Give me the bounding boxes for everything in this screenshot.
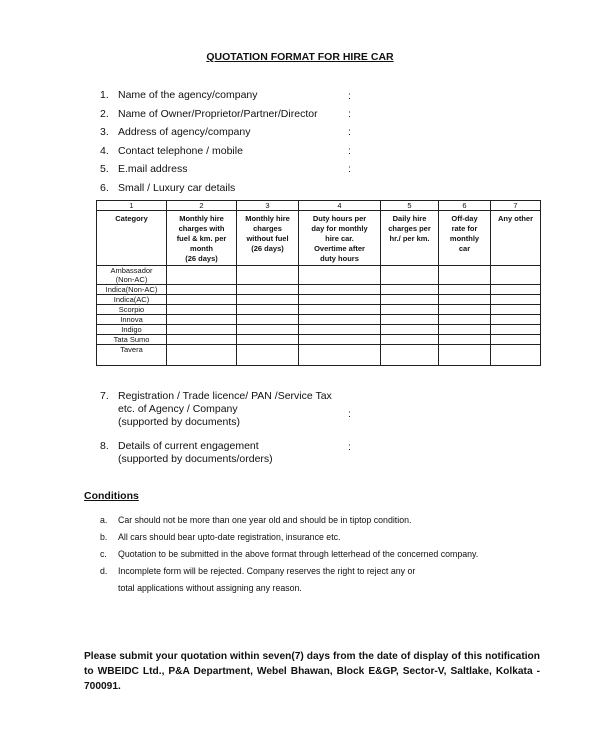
item-colon: : xyxy=(348,145,351,157)
header-monthly-without-fuel xyxy=(237,211,299,266)
blank-cell xyxy=(491,315,541,325)
blank-cell xyxy=(381,315,439,325)
blank-cell xyxy=(439,305,491,315)
blank-cell xyxy=(299,335,381,345)
category-cell: Tata Sumo xyxy=(97,335,167,345)
blank-cell xyxy=(237,305,299,315)
column-number: 6 xyxy=(439,201,491,211)
blank-cell xyxy=(439,266,491,285)
category-cell: Scorpio xyxy=(97,305,167,315)
item-text xyxy=(118,390,332,429)
header-duty-hours xyxy=(299,211,381,266)
item-current-engagement xyxy=(100,440,340,468)
blank-cell xyxy=(237,266,299,285)
blank-cell xyxy=(237,325,299,335)
condition-text: Incomplete form will be rejected. Company reserves the right to reject any or xyxy=(118,566,416,576)
condition-item xyxy=(100,532,520,544)
blank-cell xyxy=(491,295,541,305)
header-line: Any other xyxy=(497,214,533,223)
item-number: 1. xyxy=(100,89,109,101)
blank-cell xyxy=(167,305,237,315)
header-daily-hire xyxy=(381,211,439,266)
item-line: (supported by documents) xyxy=(118,416,240,428)
blank-cell xyxy=(299,315,381,325)
header-line: rate for xyxy=(451,224,478,233)
conditions-heading: Conditions xyxy=(84,490,139,502)
header-line: (26 days) xyxy=(251,244,284,253)
item-label: Contact telephone / mobile xyxy=(118,145,243,157)
blank-cell xyxy=(299,345,381,366)
category-cell: Indica(Non-AC) xyxy=(97,285,167,295)
item-line: Details of current engagement xyxy=(118,440,259,452)
document-title: QUOTATION FORMAT FOR HIRE CAR xyxy=(206,51,394,63)
blank-cell xyxy=(381,305,439,315)
info-item-contact xyxy=(100,144,243,158)
table-row xyxy=(97,305,541,315)
header-line: Category xyxy=(115,214,148,223)
item-registration xyxy=(100,390,360,432)
blank-cell xyxy=(491,325,541,335)
info-item-email xyxy=(100,162,187,176)
blank-cell xyxy=(167,345,237,366)
header-line: day for monthly xyxy=(311,224,368,233)
header-monthly-with-fuel xyxy=(167,211,237,266)
item-number: 6. xyxy=(100,182,109,194)
item-colon: : xyxy=(348,408,351,420)
category-cell: Innova xyxy=(97,315,167,325)
condition-item xyxy=(100,583,520,595)
header-line: Off-day xyxy=(451,214,478,223)
column-number: 4 xyxy=(299,201,381,211)
blank-cell xyxy=(237,295,299,305)
item-number: 3. xyxy=(100,126,109,138)
table-row xyxy=(97,295,541,305)
item-number: 4. xyxy=(100,145,109,157)
blank-cell xyxy=(491,266,541,285)
condition-letter: b. xyxy=(100,532,108,542)
item-number: 8. xyxy=(100,440,109,452)
item-number: 7. xyxy=(100,390,109,402)
header-line: duty hours xyxy=(320,254,359,263)
item-line: Registration / Trade licence/ PAN /Service Tax xyxy=(118,390,332,402)
header-line: Monthly hire xyxy=(245,214,290,223)
item-text xyxy=(118,440,273,466)
header-category xyxy=(97,211,167,266)
header-line: month xyxy=(190,244,213,253)
header-line: without fuel xyxy=(246,234,289,243)
header-line: hr./ per km. xyxy=(389,234,430,243)
item-colon: : xyxy=(348,163,351,175)
blank-cell xyxy=(439,345,491,366)
blank-cell xyxy=(237,285,299,295)
column-number: 7 xyxy=(491,201,541,211)
category-cell: Indica(AC) xyxy=(97,295,167,305)
header-line: charges xyxy=(253,224,282,233)
blank-cell xyxy=(299,285,381,295)
item-number: 5. xyxy=(100,163,109,175)
item-colon: : xyxy=(348,441,351,453)
table-row xyxy=(97,335,541,345)
info-item-car-details xyxy=(100,181,235,195)
header-off-day-rate xyxy=(439,211,491,266)
category-line: (Non-AC) xyxy=(115,275,148,284)
blank-cell xyxy=(237,315,299,325)
category-line: Ambassador xyxy=(110,266,153,275)
item-label: E.mail address xyxy=(118,163,188,175)
condition-item xyxy=(100,566,520,578)
header-line: hire car. xyxy=(325,234,354,243)
blank-cell xyxy=(491,285,541,295)
table-row xyxy=(97,285,541,295)
condition-letter: a. xyxy=(100,515,108,525)
condition-text: total applications without assigning any reason. xyxy=(118,583,302,593)
table-row xyxy=(97,315,541,325)
blank-cell xyxy=(381,335,439,345)
condition-item xyxy=(100,549,540,561)
blank-cell xyxy=(299,305,381,315)
header-line: charges per xyxy=(388,224,431,233)
condition-letter: d. xyxy=(100,566,108,576)
blank-cell xyxy=(439,325,491,335)
blank-cell xyxy=(491,345,541,366)
blank-cell xyxy=(237,335,299,345)
info-item-agency-name xyxy=(100,88,258,102)
info-item-owner-name xyxy=(100,107,318,121)
condition-item xyxy=(100,515,520,527)
table-row xyxy=(97,325,541,335)
blank-cell xyxy=(167,325,237,335)
header-line: (26 days) xyxy=(185,254,218,263)
header-line: Monthly hire xyxy=(179,214,224,223)
category-cell xyxy=(97,266,167,285)
blank-cell xyxy=(381,285,439,295)
condition-text: Quotation to be submitted in the above format through letterhead of the concerned company. xyxy=(118,549,479,559)
blank-cell xyxy=(381,325,439,335)
table-row xyxy=(97,266,541,285)
column-number: 2 xyxy=(167,201,237,211)
header-line: fuel & km. per xyxy=(176,234,227,243)
item-label: Address of agency/company xyxy=(118,126,251,138)
blank-cell xyxy=(237,345,299,366)
submission-notice: Please submit your quotation within seven(7) days from the date of display of this notification to WBEIDC Ltd., P&A Department, Webel Bhawan, Block E&GP, Sector-V, Saltlake, Kolkata - 700091. xyxy=(84,651,540,692)
blank-cell xyxy=(439,285,491,295)
blank-cell xyxy=(167,285,237,295)
info-item-address xyxy=(100,125,251,139)
item-colon: : xyxy=(348,108,351,120)
blank-cell xyxy=(167,315,237,325)
column-number-row xyxy=(97,201,541,211)
header-line: Duty hours per xyxy=(312,214,367,223)
item-line: (supported by documents/orders) xyxy=(118,453,273,465)
item-label: Name of Owner/Proprietor/Partner/Director xyxy=(118,108,318,120)
column-number: 5 xyxy=(381,201,439,211)
blank-cell xyxy=(299,325,381,335)
condition-letter: c. xyxy=(100,549,107,559)
item-line: etc. of Agency / Company xyxy=(118,403,238,415)
blank-cell xyxy=(381,345,439,366)
header-any-other xyxy=(491,211,541,266)
blank-cell xyxy=(381,295,439,305)
condition-text: All cars should bear upto-date registration, insurance etc. xyxy=(118,532,341,542)
item-label: Name of the agency/company xyxy=(118,89,258,101)
car-details-table xyxy=(96,200,541,366)
blank-cell xyxy=(167,335,237,345)
column-number: 1 xyxy=(97,201,167,211)
header-line: monthly xyxy=(449,234,480,243)
header-line: Overtime after xyxy=(314,244,365,253)
item-colon: : xyxy=(348,126,351,138)
blank-cell xyxy=(167,295,237,305)
blank-cell xyxy=(439,315,491,325)
blank-cell xyxy=(491,305,541,315)
blank-cell xyxy=(299,266,381,285)
item-label: Small / Luxury car details xyxy=(118,182,236,194)
category-cell: Indigo xyxy=(97,325,167,335)
blank-cell xyxy=(491,335,541,345)
condition-text: Car should not be more than one year old and should be in tiptop condition. xyxy=(118,515,412,525)
item-number: 2. xyxy=(100,108,109,120)
blank-cell xyxy=(439,335,491,345)
header-line: Daily hire xyxy=(392,214,427,223)
blank-cell xyxy=(439,295,491,305)
header-line: charges with xyxy=(178,224,225,233)
blank-cell xyxy=(299,295,381,305)
header-line: car xyxy=(458,244,471,253)
table-row xyxy=(97,345,541,366)
blank-cell xyxy=(167,266,237,285)
category-cell: Tavera xyxy=(97,345,167,366)
column-number: 3 xyxy=(237,201,299,211)
item-colon: : xyxy=(348,90,351,102)
blank-cell xyxy=(381,266,439,285)
table-header-row xyxy=(97,211,541,266)
